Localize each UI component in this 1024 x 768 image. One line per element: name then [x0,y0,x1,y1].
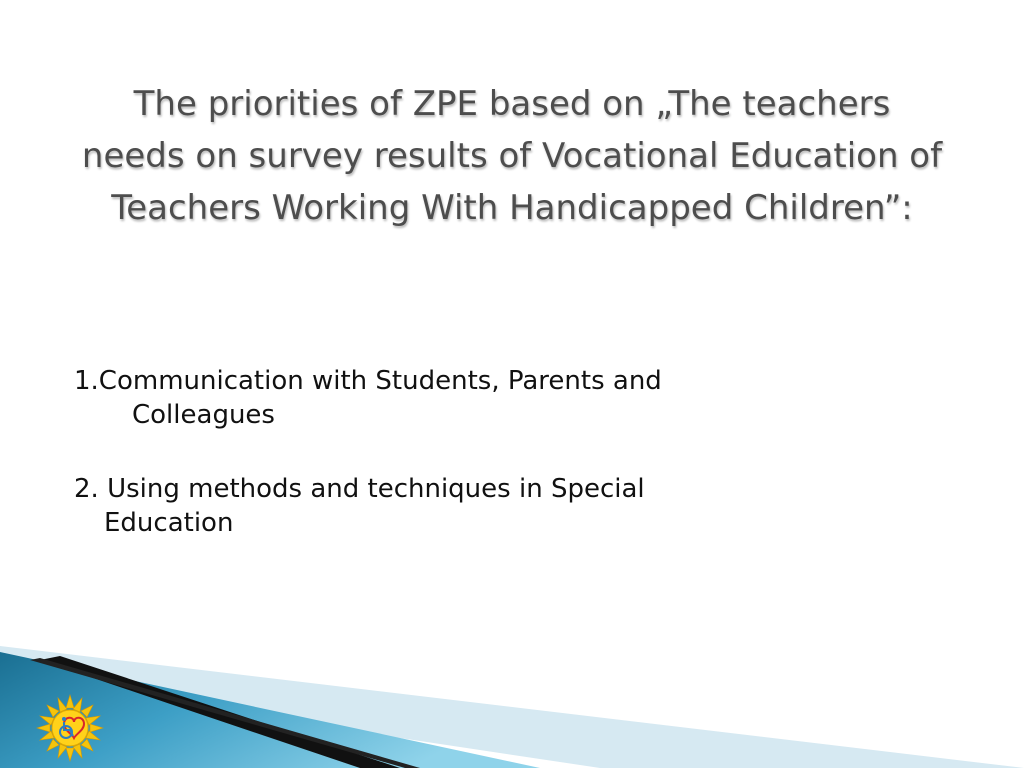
list-item [74,364,954,432]
list-item-text: 2. Using methods and techniques in Special [74,474,645,504]
list-item [74,472,954,540]
list-item-text-continued: Colleagues [132,400,275,430]
footer-decoration [0,638,1024,768]
sun-heart-wheelchair-logo-icon [36,694,104,762]
list-item-text: 1.Communication with Students, Parents and [74,366,662,396]
slide-content [74,364,954,580]
list-item-text-continued: Education [104,508,234,538]
slide-title: The priorities of ZPE based on „The teachers needs on survey results of Vocational Education of Teachers Working With Handicapped Children”: [81,84,943,228]
